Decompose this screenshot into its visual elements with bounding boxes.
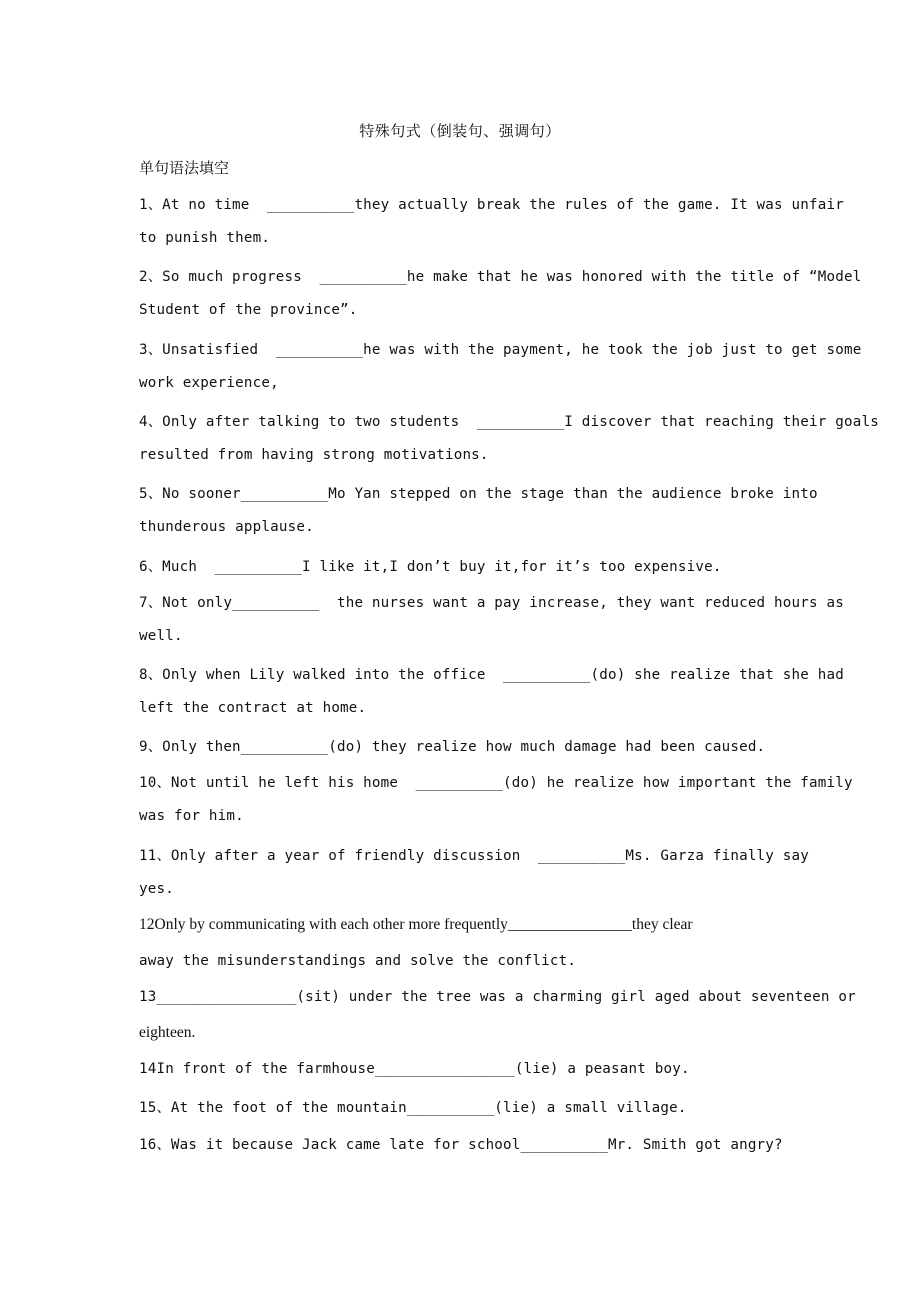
text-line: 15、At the foot of the mountain__________(lie) a small village. xyxy=(139,1100,687,1116)
text-line: 3、Unsatisfied __________he was with the payment, he took the job just to get some xyxy=(139,342,862,358)
text-line: left the contract at home. xyxy=(139,700,367,716)
text-line: was for him. xyxy=(139,808,244,824)
text-line: 7、Not only__________ the nurses want a pay increase, they want reduced hours as xyxy=(139,595,844,611)
text-line: work experience, xyxy=(139,375,279,391)
text-line: yes. xyxy=(139,881,174,897)
text-line: 9、Only then__________(do) they realize how much damage had been caused. xyxy=(139,739,766,755)
text-line: resulted from having strong motivations. xyxy=(139,447,489,463)
text-line: 13________________(sit) under the tree was a charming girl aged about seventeen or xyxy=(139,989,856,1005)
text-line: thunderous applause. xyxy=(139,519,314,535)
text-line: 10、Not until he left his home __________(do) he realize how important the family xyxy=(139,775,853,791)
page-title: 特殊句式（倒装句、强调句） xyxy=(359,122,561,140)
text-line: to punish them. xyxy=(139,230,271,246)
text-line: 5、No sooner__________Mo Yan stepped on the stage than the audience broke into xyxy=(139,486,818,502)
text-line: eighteen. xyxy=(139,1024,196,1041)
text-line: away the misunderstandings and solve the conflict. xyxy=(139,953,577,969)
text-line: 6、Much __________I like it,I don’t buy it,for it’s too expensive. xyxy=(139,559,722,575)
text-line: Student of the province”. xyxy=(139,302,358,318)
text-line: 1、At no time __________they actually break the rules of the game. It was unfair xyxy=(139,197,844,213)
text-line: 11、Only after a year of friendly discussion __________Ms. Garza finally say xyxy=(139,848,810,864)
section-heading: 单句语法填空 xyxy=(139,159,230,177)
text-line: 8、Only when Lily walked into the office __________(do) she realize that she had xyxy=(139,667,844,683)
text-line: 14In front of the farmhouse________________(lie) a peasant boy. xyxy=(139,1061,690,1077)
text-line: 2、So much progress __________he make that he was honored with the title of “Model xyxy=(139,269,862,285)
text-line: 16、Was it because Jack came late for school__________Mr. Smith got angry? xyxy=(139,1137,783,1153)
text-line: well. xyxy=(139,628,183,644)
text-line: 12Only by communicating with each other more frequently________________they clear xyxy=(139,916,693,933)
text-line: 4、Only after talking to two students __________I discover that reaching their goals xyxy=(139,414,879,430)
